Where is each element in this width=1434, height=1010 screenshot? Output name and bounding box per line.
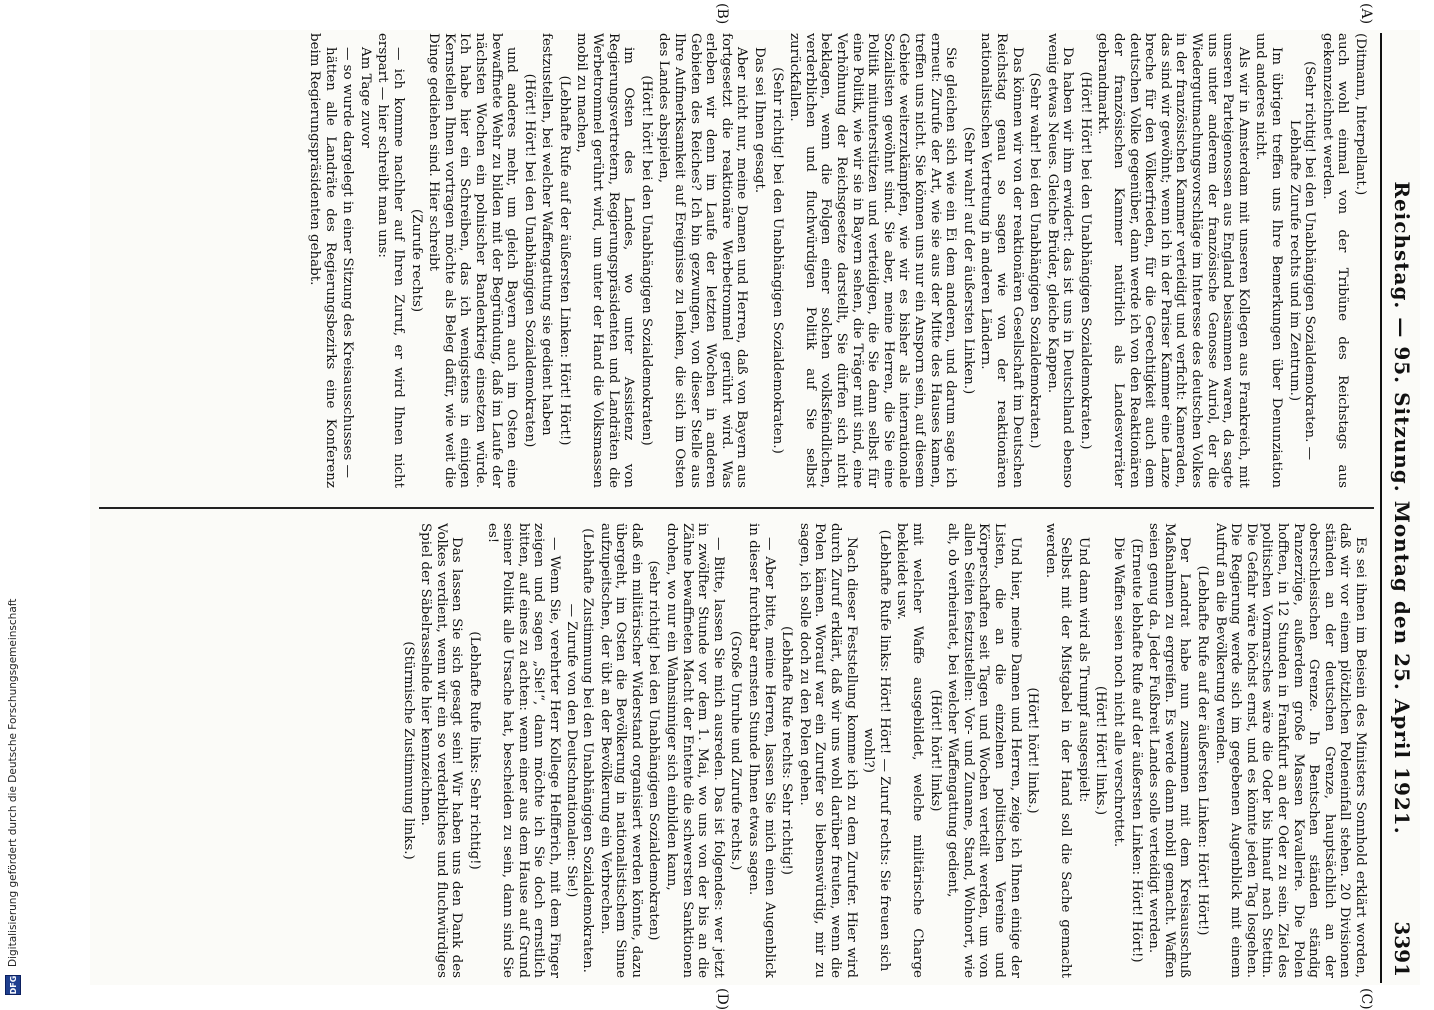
page-header: [1380, 33, 1420, 983]
interjection-paragraph: (Lebhafte Rufe auf der äußersten Linken: Hört! Hört!): [556, 75, 572, 446]
text-paragraph: — ich komme nachher auf Ihren Zuruf, er wird Ihnen nicht erspart — hier schreibt man uns:: [375, 33, 406, 488]
interjection-paragraph: (Große Unruhe und Zurufe rechts.): [728, 630, 744, 871]
dfg-logo-icon: DFG: [5, 975, 21, 995]
text-paragraph: — Aber bitte, meine Herren, lassen Sie mich einen Augenblick in dieser furchtbar ernsten Stunde Ihnen etwas sagen.: [746, 523, 777, 978]
interjection-paragraph: (Sehr richtig! bei den Unabhängigen Sozialdemokraten.): [769, 67, 785, 454]
text-paragraph: Als wir in Amsterdam mit unseren Kollegen aus Frankreich, mit unseren Parteigenossen aus England beisammen waren, da sagte uns unter anderem der französische Genosse Auriol, der die Wiedergutmachungsvorschläge im Interesse des deutschen Volkes in der französischen Kammer verteidigt und verficht: Kameraden, das sind wir gewöhnt; wenn ich in der Pariser Kammer eine Lanze breche für den Völkerfrieden, für die Gerechtigkeit auch dem deutschen Volke gegenüber, dann werde ich von den Reaktionären der französischen Kammer natürlich als Landesverräter gebrandmarkt.: [1095, 33, 1251, 488]
interjection-paragraph: (Zurufe rechts): [408, 208, 424, 313]
text-paragraph: Sie gleichen sich wie ein Ei dem anderen, und darum sage ich erneut: Zurufe der Art, wie sie aus der Mitte des Hauses kamen, treffen uns nicht. Sie können uns nur ein Ansporn sein, auf diesem Gebiete weiterzukämpfen, wie wir es bisher als internationale Sozialisten gewöhnt sind. Sie aber, meine Herren, die Sie eine Politik mitunterstützen und verteidigen, die Sie dann selbst für eine Politik, wie wir sie in Bayern sehen, die Träger mit sind, eine Verhöhnung der Reichsgesetze darstellt, Sie dürfen sich nicht beklagen, wenn die Folgen einer solchen volksfeindlichen, verderblichen und fluchwürdigen Politik auf Sie selbst zurückfallen.: [787, 33, 959, 488]
text-paragraph: Das sei Ihnen gesagt.: [752, 47, 768, 194]
interjection-paragraph: (Hört! hört! links): [927, 689, 943, 812]
text-paragraph: — Bitte, lassen Sie mich ausreden. Das ist folgendes: wer jetzt in zwölfter Stunde vor dem 1. Mai, wo uns von der bis an die Zähne bewaffneten Macht der Entente die schwersten Sanktionen drohen, wo nur ein Wahnsinniger sich einbilden kann,: [664, 523, 726, 978]
margin-letter-d: (D): [714, 988, 730, 1010]
text-paragraph: auch wohl einmal von der Tribüne des Reichstags aus gekennzeichnet werden.: [1319, 33, 1351, 488]
margin-letter-a: (A): [1358, 3, 1374, 25]
text-paragraph: im Osten des Landes, wo unter Assistenz von Regierungsvertretern, Regierungspräsidenten und Landräten die Werbetrommel gerührt wird, um unter der Hand die Volksmassen mobil zu machen,: [574, 33, 637, 488]
interjection-paragraph: (Sehr richtig! bei den Unabhängigen Sozialdemokraten. — Lebhafte Zurufe rechts und im Zentrum.): [1286, 60, 1318, 461]
text-paragraph: Und hier, meine Damen und Herren, zeige ich Ihnen einige der Listen, die an die einzelnen politischen Vereine und Körperschaften seit Tagen und Wochen verteilt werden, um von allen Seiten festzustellen: Vor- und Zuname, Stand, Wohnort, wie alt, ob verheiratet, bei welcher Waffengattung gedient,: [945, 523, 1023, 978]
text-paragraph: daß ein militärischer Widerstand organisiert werden könnte, dazu übergeht, im Osten die Bevölkerung in nationalistischem Sinne aufzupeitschen, der übt an der Bevölkerung ein Verbrechen.: [597, 523, 644, 978]
text-paragraph: Da haben wir ihm erwidert: das ist uns in Deutschland ebenso wenig etwas Neues. Gleiche Brüder, gleiche Kappen.: [1044, 33, 1076, 488]
text-paragraph: Der Landrat habe nun zusammen mit dem Kreisausschuß Maßnahmen zu ergreifen. Es werde dann mobil gemacht. Waffen seien genug da. Jeder Fußbreit Landes solle verteidigt werden.: [1146, 523, 1193, 978]
text-paragraph: Aber nicht nur, meine Damen und Herren, daß von Bayern aus fortgesetzt die reaktionäre Werbetrommel gerührt wird. Was erleben wir denn im Laufe der letzten Wochen in anderen Gebieten des Reiches? Ich bin gezwungen, von dieser Stelle aus Ihre Aufmerksamkeit auf Ereignisse zu lenken, die sich im Osten des Landes abspielen,: [656, 33, 750, 488]
interjection-paragraph: (Lebhafte Rufe auf der äußersten Linken: Hört! Hört!): [1195, 565, 1211, 936]
interjection-paragraph: (Hört! Hört! bei den Unabhängigen Sozialdemokraten): [521, 73, 537, 448]
interjection-paragraph: (Erneute lebhafte Rufe auf der äußersten Linken: Hört! Hört!): [1128, 538, 1144, 963]
text-paragraph: Das lassen Sie sich gesagt sein! Wir haben uns den Dank des Volkes verdient, wenn wir ein so verderbliches und fluchwürdiges Spiel der Säbelrasselnde hier kennzeichnen.: [418, 523, 465, 978]
interjection-paragraph: (Hört! Hört! bei den Unabhängigen Sozialdemokraten.): [1077, 71, 1093, 450]
interjection-paragraph: (Hört! hört! links.): [1025, 687, 1041, 814]
footer-credit: [2, 5, 24, 995]
margin-letter-c: (C): [1358, 988, 1374, 1010]
interjection-paragraph: (Hört! hört! bei den Unabhängigen Sozialdemokraten): [638, 75, 654, 446]
text-paragraph: Nach dieser Feststellung komme ich zu dem Zurufer. Hier wird durch Zuruf erklärt, daß wir uns wohl darüber freuten, wenn die Polen kämen. Worauf war ein Zurufer so liebenswürdig, mir zu sagen, ich solle doch zu den Polen gehen.: [796, 523, 859, 978]
text-paragraph: Das können wir von der reaktionären Gesellschaft im Deutschen Reichstag genau so sagen wie von der reaktionären nationalistischen Vertretung in anderen Ländern.: [978, 33, 1025, 488]
text-paragraph: (Ditmann, Interpellant.): [1353, 33, 1368, 196]
interjection-paragraph: (Hört! Hört! links.): [1093, 685, 1109, 816]
interjection-paragraph: (Lebhafte Zustimmung bei den Unabhängigen Sozialdemokraten. — Zurufe von den Deutschnationalen: Sie!): [564, 528, 596, 973]
interjection-paragraph: (sehr richtig! bei den Unabhängigen Sozialdemokraten): [646, 560, 662, 941]
text-paragraph: — Wenn Sie, verehrter Herr Kollege Helfferich, mit dem Finger zeigen und sagen „Sie!“, dann möchte ich Sie doch ernstlich bitten, auf eines zu achten: wenn einer aus dem Hause auf Grund seiner Politik alle Ursache hat, bescheiden zu sein, dann sind Sie es!: [484, 523, 562, 978]
interjection-paragraph: (Lebhafte Rufe rechts: Sehr richtig!): [779, 625, 795, 876]
text-paragraph: und anderes mehr, um gleich Bayern auch im Osten eine bewaffnete Wehr zu bilden mit der Begründung, daß im Laufe der nächsten Wochen ein polnischer Bandenkrieg einsetzen würde. Ich habe hier ein Schreiben, das ich wenigstens in einigen Kernstellen Ihnen vortragen möchte als Beleg dafür, wie weit die Dinge gediehen sind. Hier schreibt: [426, 33, 520, 488]
right-column: [98, 523, 1368, 978]
text-paragraph: — so wurde dargelegt in einer Sitzung des Kreisausschusses —: [340, 47, 356, 478]
text-paragraph: Und dann wird als Trumpf ausgespielt:: [1075, 537, 1091, 803]
margin-letter-b: (B): [714, 3, 730, 25]
interjection-paragraph: (Sehr wahr! bei den Unabhängigen Sozialdemokraten.): [1027, 72, 1043, 449]
interjection-paragraph: (Stürmische Zustimmung links.): [400, 641, 416, 860]
text-paragraph: mit welcher Waffe ausgebildet, welche militärische Charge bekleidet usw.: [894, 523, 925, 978]
page-number: 3391: [1390, 921, 1414, 977]
interjection-paragraph: (Lebhafte Rufe links: Hört! Hört! — Zuruf rechts: Sie freuen sich wohl?): [861, 529, 892, 972]
text-paragraph: Es sei ihnen im Beisein des Ministers Sonnhold erklärt worden, daß wir vor einem plötzlichen Poleneinfall stehen. 20 Divisionen ständen an der deutschen Grenze, hauptsächlich an der oberschlesischen Grenze. In Bentschen ständen ständig Panzerzüge, außerdem große Massen Kavallerie. Die Polen hofften, in 12 Stunden in Frankfurt an der Oder zu sein. Ziel des politischen Vormarsches wäre die Oder bis hinauf nach Stettin. Die Gefahr wäre höchst ernst, und es könnte jeden Tag losgehen. Die Regierung werde sich im gegebenen Augenblick mit einem Aufruf an die Bevölkerung wenden.: [1212, 523, 1368, 978]
page-title: Reichstag. — 95. Sitzung. Montag den 25. April 1921.: [1390, 181, 1414, 835]
footer-text: Digitalisierung gefördert durch die Deutsche Forschungsgemeinschaft: [7, 598, 19, 967]
left-column: [98, 33, 1368, 488]
text-paragraph: Die Waffen seien noch nicht alle verschrottet.: [1111, 537, 1127, 848]
document-page: [90, 3, 1420, 1010]
interjection-paragraph: (Sehr wahr! auf der äußersten Linken.): [960, 126, 976, 395]
text-paragraph: hätten alle Landräte des Regierungsbezirks eine Konferenz beim Regierungspräsidenten gehabt.: [307, 33, 338, 488]
text-paragraph: Im übrigen treffen uns Ihre Bemerkungen über Denunziation und anderes nicht.: [1253, 33, 1285, 488]
text-paragraph: Am Tage zuvor: [357, 47, 373, 148]
column-divider: [99, 507, 1374, 509]
text-paragraph: festzustellen, bei welcher Waffengattung sie gedient haben: [539, 33, 555, 436]
text-paragraph: Selbst mit der Mistgabel in der Hand soll die Sache gemacht werden.: [1042, 523, 1074, 978]
interjection-paragraph: (Lebhafte Rufe links: Sehr richtig!): [466, 631, 482, 870]
